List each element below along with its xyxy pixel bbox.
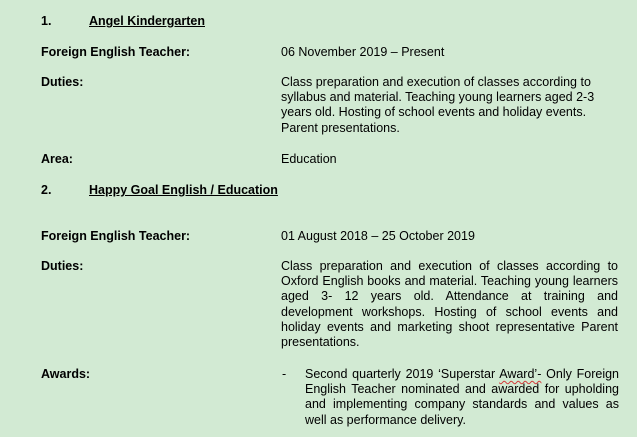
job1-employer: Angel Kindergarten bbox=[89, 14, 205, 28]
spellcheck-flagged-word[interactable]: Award’- bbox=[499, 367, 542, 381]
job2-heading bbox=[41, 183, 278, 198]
job2-number: 2. bbox=[41, 183, 52, 197]
job1-duties-text: Class preparation and execution of classes according to syllabus and material. Teaching young learners aged 2-3 years old. Hosting of school events and holiday events. Parent presentations. bbox=[281, 75, 595, 135]
job1-position-dates: 06 November 2019 – Present bbox=[281, 45, 445, 59]
job1-duties-label: Duties: bbox=[41, 75, 84, 89]
job2-position-label: Foreign English Teacher: bbox=[41, 229, 191, 243]
job1-position-label: Foreign English Teacher: bbox=[41, 45, 191, 59]
job1-heading bbox=[41, 14, 205, 29]
job2-position-dates: 01 August 2018 – 25 October 2019 bbox=[281, 229, 475, 243]
award-text-start: Second quarterly 2019 ‘Superstar bbox=[305, 367, 500, 381]
award-item bbox=[305, 367, 619, 428]
job1-area-label: Area: bbox=[41, 152, 73, 166]
job1-number: 1. bbox=[41, 14, 52, 28]
job2-awards-label: Awards: bbox=[41, 367, 91, 381]
award-text-rest: Only Foreign English Teacher nominated and awarded for upholding and implementing company standards and values as well as performance delivery. bbox=[305, 367, 620, 427]
job2-duties-text: Class preparation and execution of classes according to Oxford English books and material. Teaching young learners aged 3- 12 years old. Attendance at training and development workshops. Hosting of school events and holiday events and marketing shoot representative Parent presentations. bbox=[281, 259, 618, 350]
job2-duties-label: Duties: bbox=[41, 259, 84, 273]
job2-employer: Happy Goal English / Education bbox=[89, 183, 278, 197]
job1-area-value: Education bbox=[281, 152, 337, 166]
award-bullet-dash: - bbox=[282, 367, 287, 381]
